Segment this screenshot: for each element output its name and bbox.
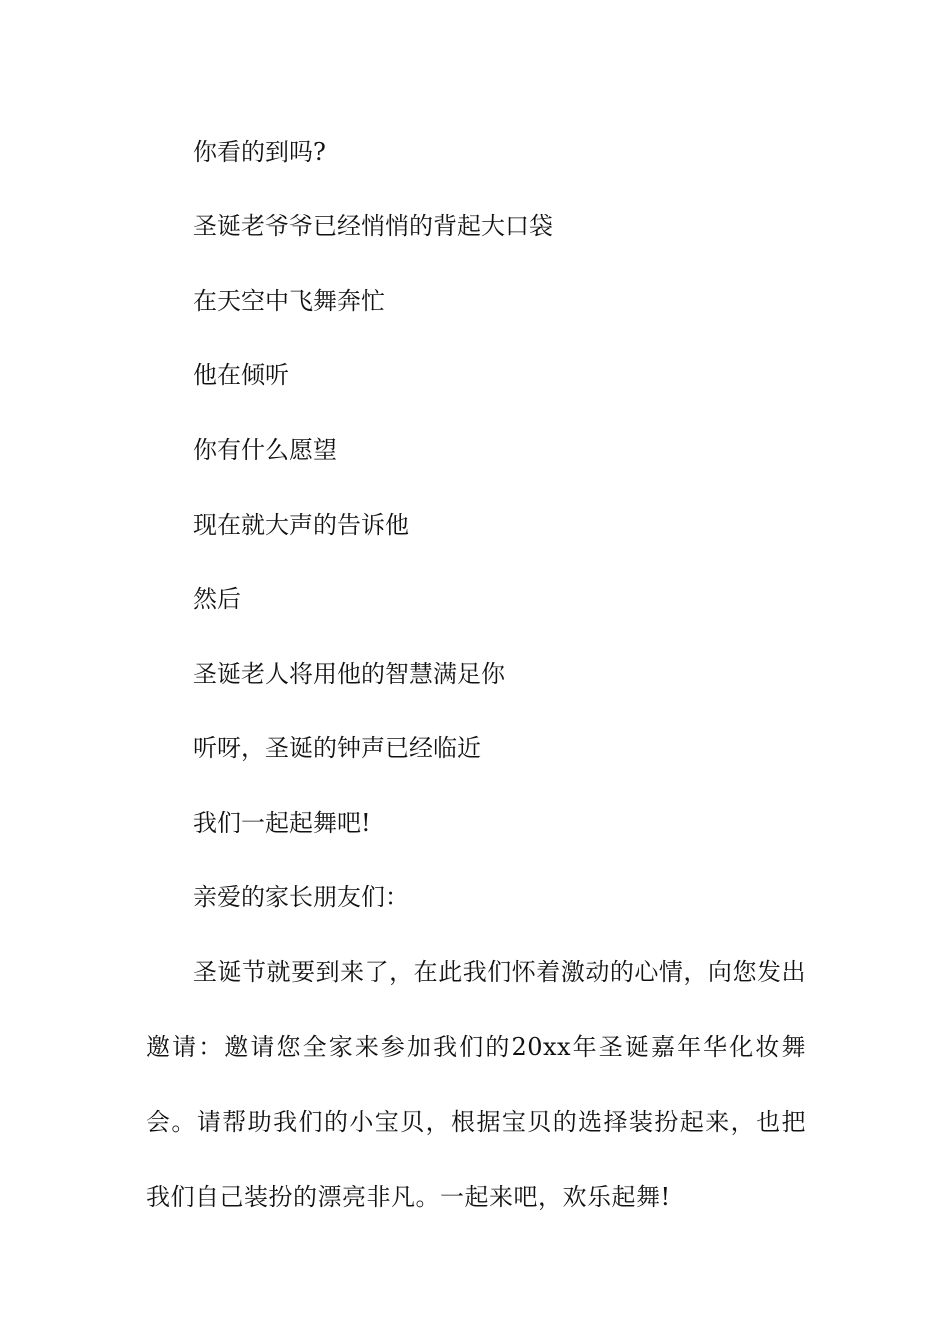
letter-body: 圣诞节就要到来了，在此我们怀着激动的心情，向您发出邀请：邀请您全家来参加我们的20xx年圣诞嘉年华化妆舞会。请帮助我们的小宝贝，根据宝贝的选择装扮起来，也把我们自己装扮的漂亮非凡。一起来吧，欢乐起舞! [146, 958, 806, 1211]
poem-line: 然后 [193, 585, 241, 613]
poem-line: 听呀，圣诞的钟声已经临近 [193, 734, 481, 762]
poem-line: 他在倾听 [193, 361, 289, 389]
poem-line: 我们一起起舞吧! [193, 809, 371, 837]
poem-line: 圣诞老爷爷已经悄悄的背起大口袋 [193, 212, 553, 240]
letter-salutation: 亲爱的家长朋友们： [193, 883, 409, 911]
poem-line: 在天空中飞舞奔忙 [193, 287, 385, 315]
poem-line: 你看的到吗? [193, 138, 326, 166]
poem-line: 现在就大声的告诉他 [193, 511, 409, 539]
poem-line: 圣诞老人将用他的智慧满足你 [193, 660, 505, 688]
poem-line: 你有什么愿望 [193, 436, 337, 464]
